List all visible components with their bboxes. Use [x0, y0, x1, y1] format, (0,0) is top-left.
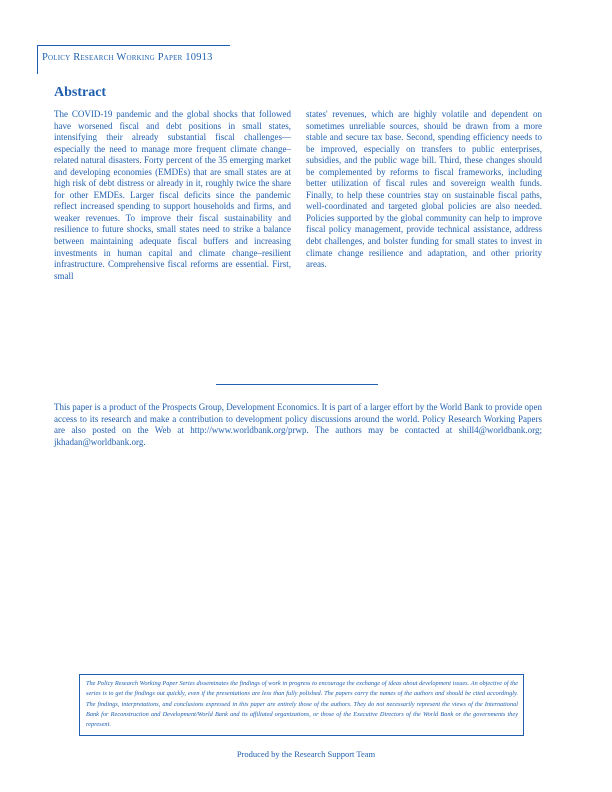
- abstract-left-column: The COVID-19 pandemic and the global shocks that followed have worsened fiscal and debt positions in small states, intensifying their already substantial fiscal challenges—especially the need to manage more frequent climate change–related natural disasters. Forty percent of the 35 emerging market and developing economies (EMDEs) that are small states are at high risk of debt distress or already in it, roughly twice the share for other EMDEs. Larger fiscal deficits since the pandemic reflect increased spending to support households and firms, and weaker revenues. To improve their fiscal sustainability and resilience to future shocks, small states need to strike a balance between maintaining adequate fiscal buffers and increasing investments in human capital and climate change–resilient infrastructure. Comprehensive fiscal reforms are essential. First, small: [54, 109, 291, 281]
- paper-summary: This paper is a product of the Prospects Group, Development Economics. It is part of a larger effort by the World Bank to provide open access to its research and make a contribution to development policy discussions around the world. Policy Research Working Papers are also posted on the Web at http://www.worldbank.org/prwp. The authors may be contacted at shill4@worldbank.org; jkhadan@worldbank.org.: [54, 402, 542, 447]
- header-rule-horizontal: [37, 45, 230, 46]
- series-title: Policy Research Working Paper 10913: [42, 52, 213, 63]
- section-divider: [216, 384, 378, 385]
- abstract-heading: Abstract: [54, 85, 107, 100]
- header-rule-vertical: [37, 45, 38, 74]
- footer-credit: Produced by the Research Support Team: [236, 749, 376, 759]
- abstract-right-column: states' revenues, which are highly volatile and dependent on sometimes unreliable sources, should be drawn from a more stable and secure tax base. Second, spending efficiency needs to be improved, especially on transfers to public enterprises, subsidies, and the public wage bill. Third, these changes should be complemented by reforms to fiscal frameworks, including better utilization of fiscal rules and sovereign wealth funds. Finally, to help these countries stay on sustainable fiscal paths, well-coordinated and targeted global policies are also needed. Policies supported by the global community can help to improve fiscal policy management, provide technical assistance, address debt challenges, and bolster funding for small states to invest in climate change resilience and adaptation, and other priority areas.: [306, 109, 542, 270]
- series-disclaimer-box: The Policy Research Working Paper Series disseminates the findings of work in progress to encourage the exchange of ideas about development issues. An objective of the series is to get the findings out quickly, even if the presentations are less than fully polished. The papers carry the names of the authors and should be cited accordingly. The findings, interpretations, and conclusions expressed in this paper are entirely those of the authors. They do not necessarily represent the views of the International Bank for Reconstruction and Development/World Bank and its affiliated organizations, or those of the Executive Directors of the World Bank or the governments they represent.: [79, 674, 524, 736]
